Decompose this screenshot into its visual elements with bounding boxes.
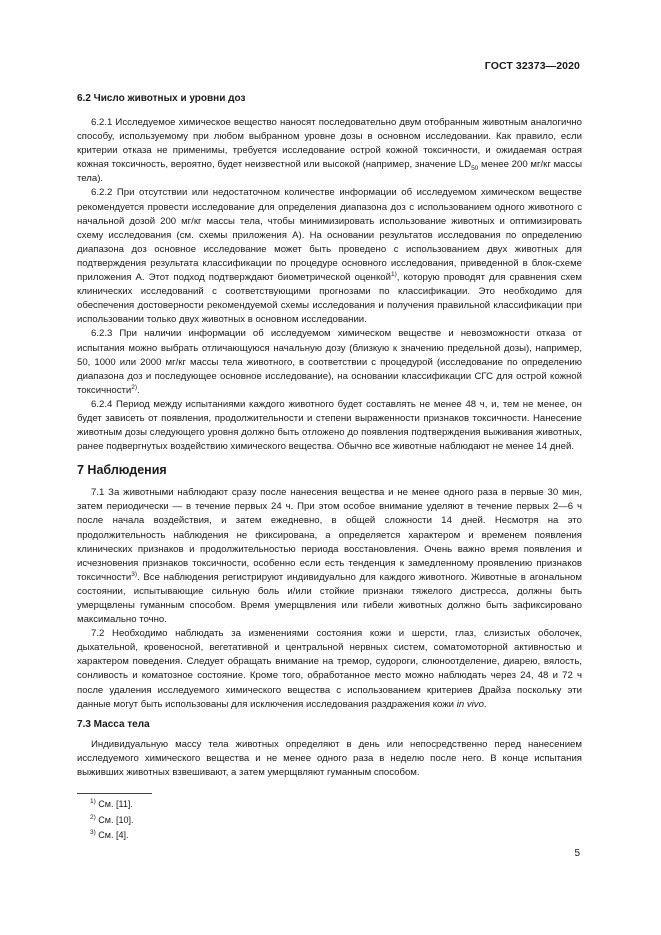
- section-7-title: 7 Наблюдения: [77, 463, 167, 478]
- footnote-ref-3: 3): [131, 570, 138, 578]
- page-body: [77, 92, 582, 780]
- section-7-3-title: 7.3 Масса тела: [77, 718, 150, 730]
- paragraph-6-2-2: 6.2.2 При отсутствии или недостаточном количестве информации об исследуемом химическом веществе рекомендуется провести исследование для определения диапазона доз с использованием одного животного с начальной дозой 200 мг/кг массы тела, чтобы минимизировать использование животных и оптимизировать схему исследования (см. схемы приложения А). На основании результатов исследования по определению диапазона доз основное исследование может быть проведено с использованием двух животных для подтверждения результата классификации по процедуре основного исследования, приведенной в блок-схеме приложения А. Этот подход подтверждают биометрической оценкой$^{1)}$, которую проводят для сравнения схем клинических исследований с соответствующими прогнозами по классификации. Это необходимо для обеспечения достоверности рекомендуемой схемы исследования и получения правильной классификации при использовании только двух животных в основном исследовании.: [77, 187, 583, 326]
- standard-header: ГОСТ 32373—2020: [484, 60, 580, 72]
- paragraph-7-2: 7.2 Необходимо наблюдать за изменениями состояния кожи и шерсти, глаз, слизистых оболочек, дыхательной, кровеносной, вегетативной и центральной нервных систем, соматомоторной активностью и характером поведения. Следует обращать внимание на тремор, судороги, слюноотделение, диарею, вялость, сонливость и коматозное состояние. Кроме того, обработанное место можно наблюдать через 24, 48 и 72 ч после удаления исследуемого химического вещества с использованием критериев Драйза поскольку эти данные могут быть использованы для исключения исследования раздражения кожи in vivo.: [77, 628, 582, 710]
- footnote-ref-1: 1): [390, 270, 397, 278]
- subscript-50: 50: [471, 165, 479, 173]
- paragraph-6-2-3: 6.2.3 При наличии информации об исследуемом химическом веществе и невозможности отказа от испытания можно выбрать отличающуюся начальную дозу (близкую к значению предельной дозы), например, 50, 1000 или 2000 мг/кг массы тела животного, в соответствии с процедурой (исследование по определению диапазона доз и последующее основное исследование), на основании классификации СГС для острой кожной токсичности$^{2)}$.: [77, 328, 582, 396]
- paragraph-6-2-1: 6.2.1 Исследуемое химическое вещество наносят последовательно двум отобранным животным аналогично способу, используемому при любом выбранном уровне дозы в основном исследовании. Как правило, если критерии отказа не применимы, требуется исследование острой кожной токсичности, и ожидаемая острая кожная токсичность, вероятно, будет неизвестной или высокой (например, значение $LD_{50}$ менее 200 мг/кг массы тела).: [77, 117, 582, 185]
- footnote-item: $^{3)}$ См. [4].: [90, 829, 129, 840]
- footnote-item: $^{2)}$ См. [10].: [90, 813, 134, 825]
- italic-in-vivo: in vivo: [456, 698, 484, 710]
- footnotes: [77, 797, 134, 844]
- paragraph-7-1: 7.1 За животными наблюдают сразу после нанесения вещества и не менее одного раза в первые 30 мин, затем периодически — в течение первых 24 ч. При этом особое внимание уделяют в течение первых 2—6 ч после начала воздействия, и затем ежедневно, в общей сложности 14 дней. Несмотря на это продолжительность наблюдения не фиксирована, а определяется характером и временем появления клинических признаков и продолжительностью периода восстановления. Очень важно время появления и исчезновения признаков токсичности, особенно если есть тенденция к замедленному проявлению признаков токсичности$^{3)}$. Все наблюдения регистрируют индивидуально для каждого животного. Животные в агональном состоянии, испытывающие сильную боль и/или стойкие признаки тяжелого дистресса, должны быть умерщвлены гуманным способом. Время умерщвления или гибели животных должно быть зафиксировано максимально точно.: [77, 487, 582, 626]
- section-6-2-title: 6.2 Число животных и уровни доз: [77, 93, 246, 104]
- footnote-ref-2: 2): [131, 383, 138, 391]
- footnote-item: $^{1)}$ См. [11].: [90, 798, 133, 809]
- page-number: 5: [574, 848, 580, 859]
- paragraph-6-2-4: 6.2.4 Период между испытаниями каждого животного будет составлять не менее 48 ч, и, тем не менее, он будет зависеть от появления, продолжительности и степени выраженности признаков токсичности. Нанесение животным дозы следующего уровня должно быть отложено до появления подтверждения выживания животных, ранее подвергнутых воздействию химического вещества. Обычно все животные наблюдают не менее 14 дней.: [77, 398, 582, 453]
- paragraph-7-3: Индивидуальную массу тела животных определяют в день или непосредственно перед нанесением исследуемого химического вещества и не менее одного раза в неделю после него. В конце испытания выживших животных взвешивают, а затем умерщвляют гуманным способом.: [77, 738, 582, 778]
- footnote-divider: [77, 793, 152, 794]
